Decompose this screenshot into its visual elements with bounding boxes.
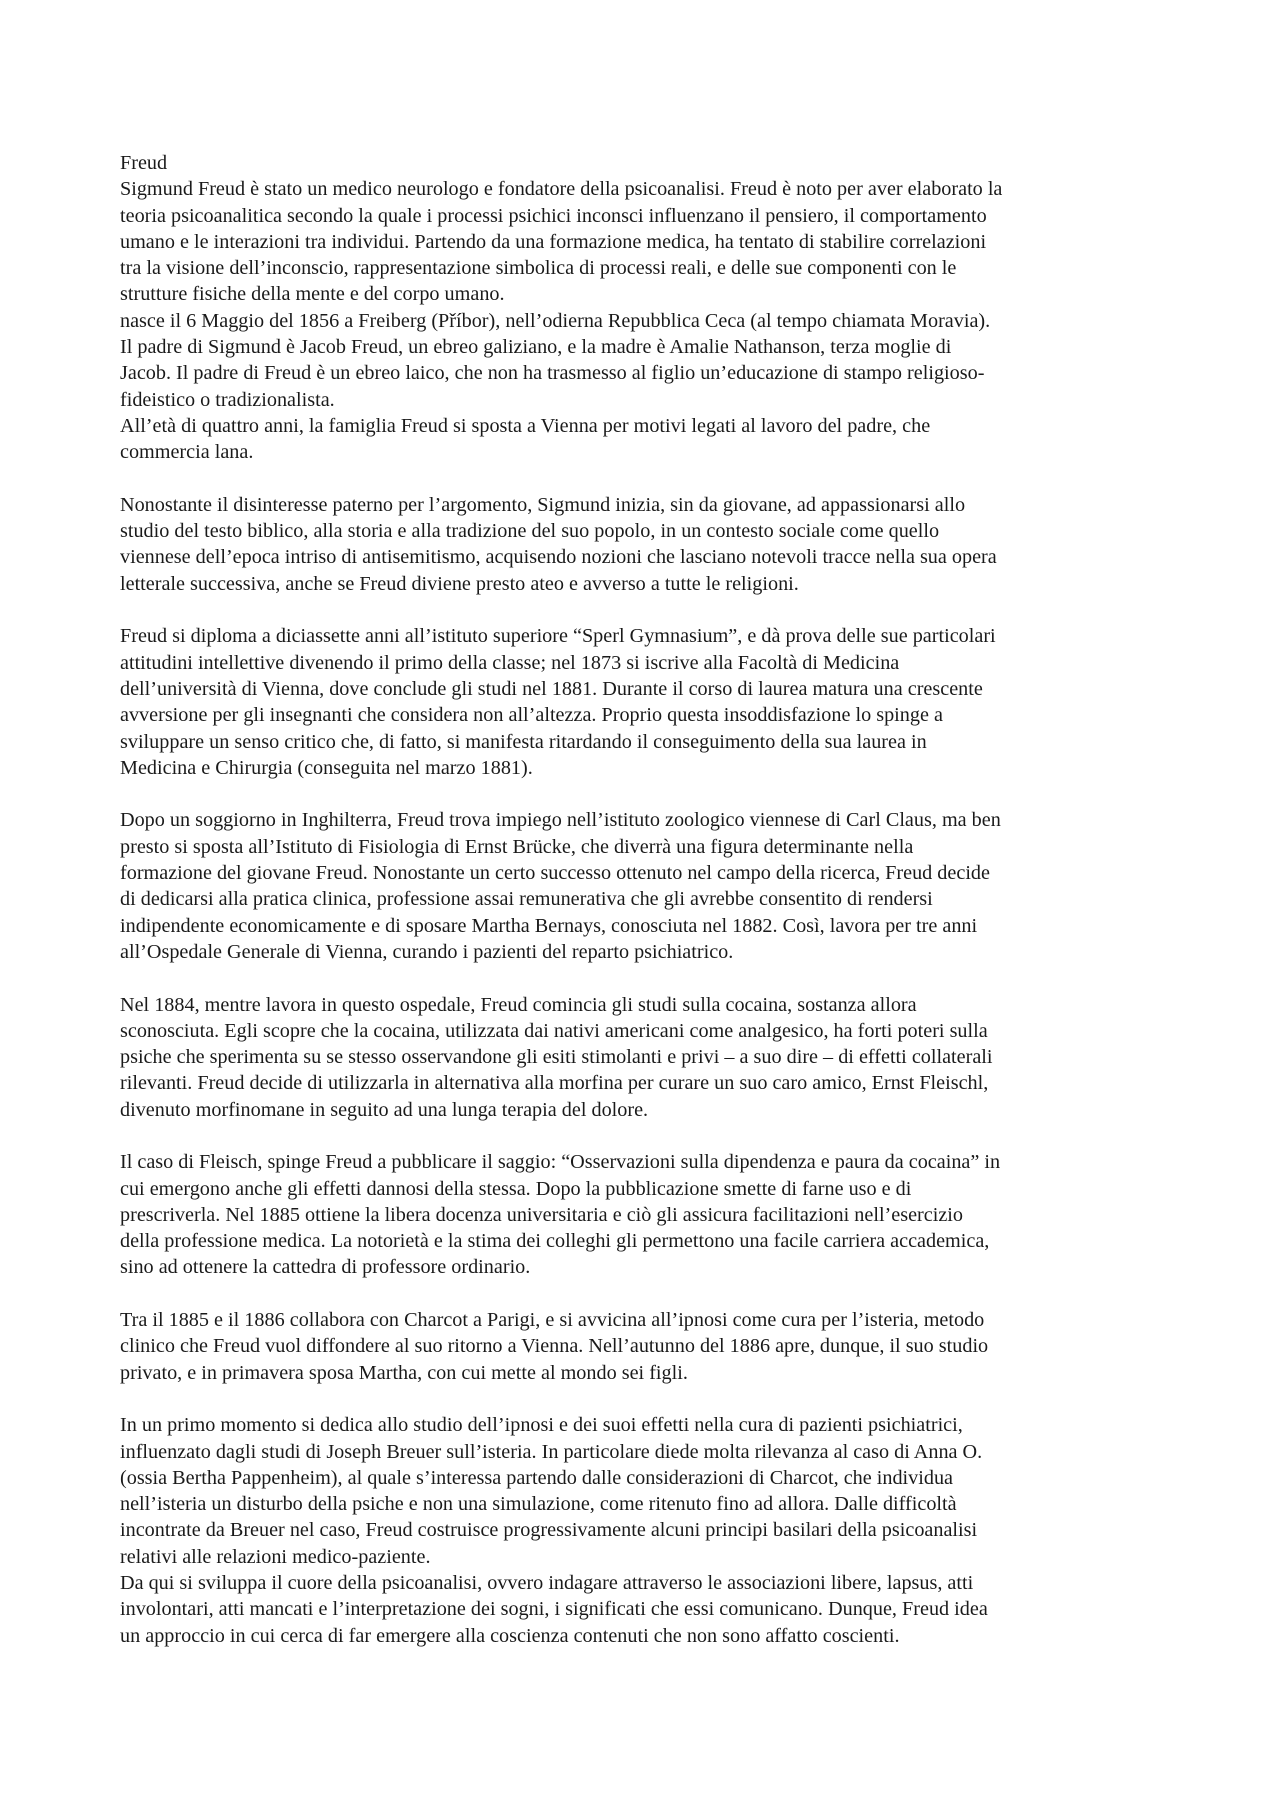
text-line: Jacob. Il padre di Freud è un ebreo laico, che non ha trasmesso al figlio un’educazione di stampo religioso- (120, 362, 985, 385)
text-line: di dedicarsi alla pratica clinica, professione assai remunerativa che gli avrebbe consentito di rendersi (120, 888, 933, 911)
text-line: nasce il 6 Maggio del 1856 a Freiberg (Příbor), nell’odierna Repubblica Ceca (al tempo chiamata Moravia). (120, 309, 991, 332)
text-line: letterale successiva, anche se Freud diviene presto ateo e avverso a tutte le religioni. (120, 572, 799, 595)
text-line: relativi alle relazioni medico-paziente. (120, 1545, 431, 1568)
text-line: commercia lana. (120, 441, 254, 464)
text-line: dell’università di Vienna, dove conclude gli studi nel 1881. Durante il corso di laurea matura una crescente (120, 677, 983, 700)
paragraph-gap (120, 1123, 1165, 1149)
text-line: viennese dell’epoca intriso di antisemitismo, acquisendo nozioni che lasciano notevoli tracce nella sua opera (120, 546, 997, 569)
text-line: Il padre di Sigmund è Jacob Freud, un ebreo galiziano, e la madre è Amalie Nathanson, terza moglie di (120, 336, 952, 359)
document-title: Freud (120, 152, 168, 174)
text-line: indipendente economicamente e di sposare Martha Bernays, conosciuta nel 1882. Così, lavora per tre anni (120, 914, 978, 937)
text-line: fideistico o tradizionalista. (120, 388, 335, 411)
paragraph (120, 1149, 1165, 1280)
text-line: Freud si diploma a diciassette anni all’istituto superiore “Sperl Gymnasium”, e dà prova delle sue particolari (120, 625, 996, 648)
text-line: cui emergono anche gli effetti dannosi della stessa. Dopo la pubblicazione smette di farne uso e di (120, 1177, 912, 1200)
text-line: divenuto morfinomane in seguito ad una lunga terapia del dolore. (120, 1098, 649, 1121)
text-line: teoria psicoanalitica secondo la quale i processi psichici inconsci influenzano il pensiero, il comportamento (120, 204, 987, 227)
text-line: (ossia Bertha Pappenheim), al quale s’interessa partendo dalle considerazioni di Charcot, che individua (120, 1466, 954, 1489)
paragraph-gap (120, 781, 1165, 807)
text-line: formazione del giovane Freud. Nonostante un certo successo ottenuto nel campo della ricerca, Freud decide (120, 862, 990, 885)
paragraph-gap (120, 597, 1165, 623)
text-line: rilevanti. Freud decide di utilizzarla in alternativa alla morfina per curare un suo caro amico, Ernst Fleischl, (120, 1072, 989, 1095)
paragraph (120, 176, 1165, 465)
text-line: In un primo momento si dedica allo studio dell’ipnosi e dei suoi effetti nella cura di pazienti psichiatrici, (120, 1414, 963, 1437)
paragraph-gap (120, 466, 1165, 492)
text-line: nell’isteria un disturbo della psiche e non una simulazione, come ritenuto fino ad allora. Dalle difficoltà (120, 1493, 957, 1516)
paragraph (120, 623, 1165, 781)
text-line: strutture fisiche della mente e del corpo umano. (120, 283, 505, 306)
text-line: avversione per gli insegnanti che considera non all’altezza. Proprio questa insoddisfazione lo spinge a (120, 704, 943, 727)
text-line: sino ad ottenere la cattedra di professore ordinario. (120, 1256, 531, 1279)
text-line: all’Ospedale Generale di Vienna, curando i pazienti del reparto psichiatrico. (120, 940, 734, 963)
text-line: sviluppare un senso critico che, di fatto, si manifesta ritardando il conseguimento della sua laurea in (120, 730, 927, 753)
paragraph-gap (120, 965, 1165, 991)
paragraph (120, 1307, 1165, 1386)
text-line: un approccio in cui cerca di far emergere alla coscienza contenuti che non sono affatto coscienti. (120, 1624, 900, 1647)
document-body (120, 150, 1165, 1649)
text-line: Medicina e Chirurgia (conseguita nel marzo 1881). (120, 756, 533, 779)
paragraph (120, 492, 1165, 597)
text-line: Dopo un soggiorno in Inghilterra, Freud trova impiego nell’istituto zoologico viennese di Carl Claus, ma ben (120, 809, 1001, 832)
paragraph (120, 1412, 1165, 1649)
text-line: attitudini intellettive divenendo il primo della classe; nel 1873 si iscrive alla Facoltà di Medicina (120, 651, 900, 674)
text-line: della professione medica. La notorietà e la stima dei colleghi gli permettono una facile carriera accademica, (120, 1230, 990, 1253)
text-line: clinico che Freud vuol diffondere al suo ritorno a Vienna. Nell’autunno del 1886 apre, dunque, il suo studio (120, 1335, 989, 1358)
text-line: involontari, atti mancati e l’interpretazione dei sogni, i significati che essi comunicano. Dunque, Freud idea (120, 1598, 988, 1621)
text-line: Sigmund Freud è stato un medico neurologo e fondatore della psicoanalisi. Freud è noto per aver elaborato la (120, 178, 1003, 201)
paragraph (120, 992, 1165, 1123)
text-line: privato, e in primavera sposa Martha, con cui mette al mondo sei figli. (120, 1361, 688, 1384)
text-line: prescriverla. Nel 1885 ottiene la libera docenza universitaria e ciò gli assicura facilitazioni nell’esercizio (120, 1203, 964, 1226)
text-line: Nonostante il disinteresse paterno per l’argomento, Sigmund inizia, sin da giovane, ad appassionarsi allo (120, 493, 966, 516)
text-line: psiche che sperimenta su se stesso osservandone gli esiti stimolanti e privi – a suo dire – di effetti collaterali (120, 1046, 993, 1069)
text-line: tra la visione dell’inconscio, rappresentazione simbolica di processi reali, e delle sue componenti con le (120, 257, 957, 280)
paragraph (120, 807, 1165, 965)
text-line: studio del testo biblico, alla storia e alla tradizione del suo popolo, in un contesto sociale come quello (120, 520, 940, 543)
paragraph-gap (120, 1386, 1165, 1412)
text-line: umano e le interazioni tra individui. Partendo da una formazione medica, ha tentato di stabilire correlazioni (120, 230, 987, 253)
text-line: sconosciuta. Egli scopre che la cocaina, utilizzata dai nativi americani come analgesico, ha forti poteri sulla (120, 1019, 988, 1042)
text-line: Nel 1884, mentre lavora in questo ospedale, Freud comincia gli studi sulla cocaina, sostanza allora (120, 993, 917, 1016)
text-line: All’età di quattro anni, la famiglia Freud si sposta a Vienna per motivi legati al lavoro del padre, che (120, 414, 931, 437)
text-line: Tra il 1885 e il 1886 collabora con Charcot a Parigi, e si avvicina all’ipnosi come cura per l’isteria, metodo (120, 1309, 985, 1332)
paragraph-gap (120, 1281, 1165, 1307)
text-line: Da qui si sviluppa il cuore della psicoanalisi, ovvero indagare attraverso le associazioni libere, lapsus, atti (120, 1572, 974, 1595)
text-line: Il caso di Fleisch, spinge Freud a pubblicare il saggio: “Osservazioni sulla dipendenza e paura da cocaina” in (120, 1151, 1001, 1174)
text-line: presto si sposta all’Istituto di Fisiologia di Ernst Brücke, che diverrà una figura determinante nella (120, 835, 914, 858)
text-line: incontrate da Breuer nel caso, Freud costruisce progressivamente alcuni principi basilari della psicoanalisi (120, 1519, 978, 1542)
text-line: influenzato dagli studi di Joseph Breuer sull’isteria. In particolare diede molta rilevanza al caso di Anna O. (120, 1440, 983, 1463)
